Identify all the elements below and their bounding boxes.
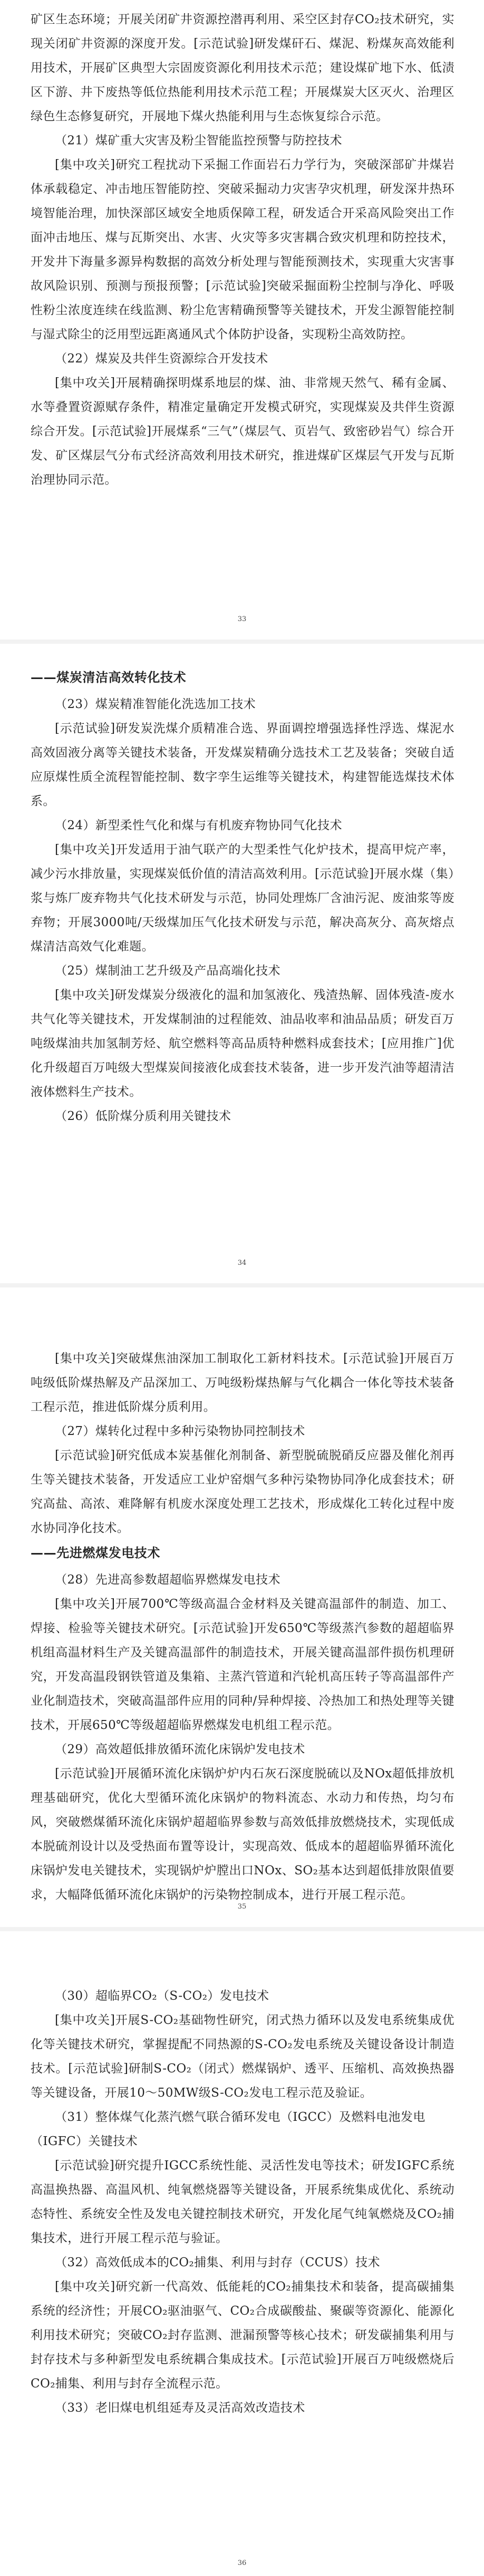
subsection-heading: （24）新型柔性气化和煤与有机废弃物协同气化技术 (55, 819, 342, 832)
paragraph: [集中攻关]研发煤炭分级液化的温和加氢液化、残渣热解、固体残渣-废水共气化等关键技术，开发煤制油的过程能效、油品收率和油品品质；研发百万吨级煤油共加氢制芳烃、航空燃料等高品质特种燃料成套技术；[应用推广]优化升级超百万吨级大型煤炭间接液化成套技术装备，进一步开发汽油等超清洁液体燃料生产技术。 (31, 988, 454, 1099)
subsection-heading: （26）低阶煤分质利用关键技术 (55, 1109, 231, 1123)
subsection-heading: （21）煤矿重大灾害及粉尘智能监控预警与防控技术 (55, 134, 342, 148)
page-number: 36 (237, 2559, 247, 2567)
paragraph: [示范试验]研究低成本炭基催化剂制备、新型脱硫脱硝反应器及催化剂再生等关键技术装备，开发适应工业炉窑烟气多种污染物协同净化成套技术；研究高盐、高浓、难降解有机废水深度处理工艺技术，形成煤化工转化过程中废水协同净化技术。 (31, 1449, 454, 1535)
subsection-heading: （29）高效超低排放循环流化床锅炉发电技术 (55, 1743, 305, 1756)
paragraph: [集中攻关]研究工程扰动下采掘工作面岩石力学行为，突破深部矿井煤岩体承载稳定、冲击地压智能防控、突破采掘动力灾害孕灾机理，研发深井热环境智能治理，加快深部区域安全地质保障工程，研发适合开采高风险突出工作面冲击地压、煤与瓦斯突出、水害、火灾等多灾害耦合致灾机理和防控技术，开发井下海量多源异构数据的高效分析处理与智能预测技术，实现重大灾害事故风险识别、预测与预报预警；[示范试验]突破采掘面粉尘控制与净化、呼吸性粉尘浓度连续在线监测、粉尘危害精确预警等关键技术，开发尘源智能控制与湿式除尘的泛用型远距离通风式个体防护设备，实现粉尘高效防控。 (31, 158, 454, 341)
paragraph: [集中攻关]研究新一代高效、低能耗的CO₂捕集技术和装备，提高碳捕集系统的经济性；开展CO₂驱油驱气、CO₂合成碳酸盐、聚碳等资源化、能源化利用技术研究；突破CO₂封存监测、泄漏预警等核心技术；研发碳捕集利用与封存技术与多种新型发电系统耦合集成技术。[示范试验]开展百万吨级燃烧后CO₂捕集、利用与封存全流程示范。 (31, 2280, 454, 2391)
paragraph: [集中攻关]开展S-CO₂基础物性研究，闭式热力循环以及发电系统集成优化等关键技术研究，掌握提配不同热源的S-CO₂发电系统及关键设备设计制造技术。[示范试验]研制S-CO₂（闭式）燃煤锅炉、透平、压缩机、高效换热器等关键设备，开展10～50MW级S-CO₂发电工程示范及验证。 (31, 2013, 454, 2100)
paragraph: [示范试验]开展循环流化床锅炉炉内石灰石深度脱硫以及NOx超低排放机理基础研究，优化大型循环流化床锅炉的物料流态、水动力和传热，均匀布风，突破燃煤循环流化床锅炉超超临界参数与高效低排放燃烧技术，实现低成本脱硫剂设计以及受热面布置等设计，实现高效、低成本的超超临界循环流化床锅炉发电关键技术，实现锅炉炉膛出口NOx、SO₂基本达到超低排放限值要求，大幅降低循环流化床锅炉的污染物控制成本，进行开展工程示范。 (31, 1767, 454, 1902)
paragraph: [集中攻关]开展700℃等级高温合金材料及关键高温部件的制造、加工、焊接、检验等关键技术研究。[示范试验]开发650℃等级蒸汽参数的超超临界机组高温材料生产及关键高温部件的制造技术，开展关键高温部件损伤机理研究，开发高温段钢铁管道及集箱、主蒸汽管道和汽轮机高压转子等高温部件产业化制造技术，突破高温部件应用的同种/异种焊接、冷热加工和热处理等关键技术，开展650℃等级超超临界燃煤发电机组工程示范。 (31, 1597, 454, 1732)
document-page-1 (0, 0, 484, 644)
subsection-heading: （28）先进高参数超超临界燃煤发电技术 (55, 1573, 280, 1587)
subsection-heading: （30）超临界CO₂（S-CO₂）发电技术 (55, 1989, 269, 2003)
paragraph-continued: 矿区生态环境；开展关闭矿井资源控潜再利用、采空区封存CO₂技术研究，实现关闭矿井资源的深度开发。[示范试验]研发煤矸石、煤泥、粉煤灰高效能利用技术，开展矿区典型大宗固废资源化利用技术示范；建设煤矿地下水、低渍区下游、井下废热等低位热能利用技术示范工程；开展煤炭大区灭火、治理区绿色生态修复研究，开展地下煤火热能利用与生态恢复综合示范。 (31, 13, 454, 123)
page-number: 35 (237, 1903, 247, 1911)
subsection-heading: （32）高效低成本的CO₂捕集、利用与封存（CCUS）技术 (55, 2256, 380, 2269)
page-number: 34 (237, 1259, 247, 1267)
section-heading: ——煤炭清洁高效转化技术 (31, 670, 187, 685)
paragraph: [示范试验]研究提升IGCC系统性能、灵活性发电等技术；研发IGFC系统高温换热器、高温风机、纯氧燃烧器等关键设备，开展系统集成优化、系统动态特性、系统安全性及发电关键控制技术研究，开发化尾气纯氧燃烧及CO₂捕集技术，进行开展工程示范与验证。 (31, 2159, 454, 2245)
section-heading: ——先进燃煤发电技术 (31, 1546, 160, 1560)
subsection-heading: （31）整体煤气化蒸汽燃气联合循环发电（IGCC）及燃料电池发电（IGFC）关键技术 (31, 2110, 425, 2148)
subsection-heading: （33）老旧煤电机组延寿及灵活高效改造技术 (55, 2401, 305, 2415)
paragraph: [集中攻关]突破煤焦油深加工制取化工新材料技术。[示范试验]开展百万吨级低阶煤热解及产品深加工、万吨级粉煤热解与气化耦合一体化等技术装备工程示范，推进低阶煤分质利用。 (31, 1352, 454, 1414)
subsection-heading: （22）煤炭及共伴生资源综合开发技术 (55, 352, 268, 366)
subsection-heading: （25）煤制油工艺升级及产品高端化技术 (55, 964, 280, 978)
subsection-heading: （23）煤炭精准智能化洗选加工技术 (55, 697, 256, 711)
paragraph: [集中攻关]开发适用于油气联产的大型柔性气化炉技术，提高甲烷产率，减少污水排放量，实现煤炭低价值的清洁高效利用。[示范试验]开展水煤（集）浆与炼厂废弃物共气化技术研发与示范，协同处理炼厂含油污泥、废油浆等废弃物；开展3000吨/天级煤加压气化技术研发与示范，解决高灰分、高灰熔点煤清洁高效气化难题。 (31, 843, 454, 953)
document-page-2 (0, 644, 484, 1287)
paragraph: [集中攻关]开展精确探明煤系地层的煤、油、非常规天然气、稀有金属、水等叠置资源赋存条件，精准定量确定开发模式研究，实现煤炭及共伴生资源综合开发。[示范试验]开展煤系“三气”（煤层气、页岩气、致密砂岩气）综合开发、矿区煤层气分布式经济高效利用技术研究，推进煤矿区煤层气开发与瓦斯治理协同示范。 (31, 376, 454, 487)
paragraph: [示范试验]研发炭洗煤介质精准合选、界面调控增强选择性浮选、煤泥水高效固液分离等关键技术装备，开发煤炭精确分选技术工艺及装备；突破自适应原煤性质全流程智能控制、数字孪生运维等关键技术，构建智能选煤技术体系。 (31, 722, 454, 808)
document-page-3 (0, 1287, 484, 1931)
subsection-heading: （27）煤转化过程中多种污染物协同控制技术 (55, 1424, 305, 1438)
page-number: 33 (237, 615, 247, 623)
document-page-4 (0, 1931, 484, 2576)
